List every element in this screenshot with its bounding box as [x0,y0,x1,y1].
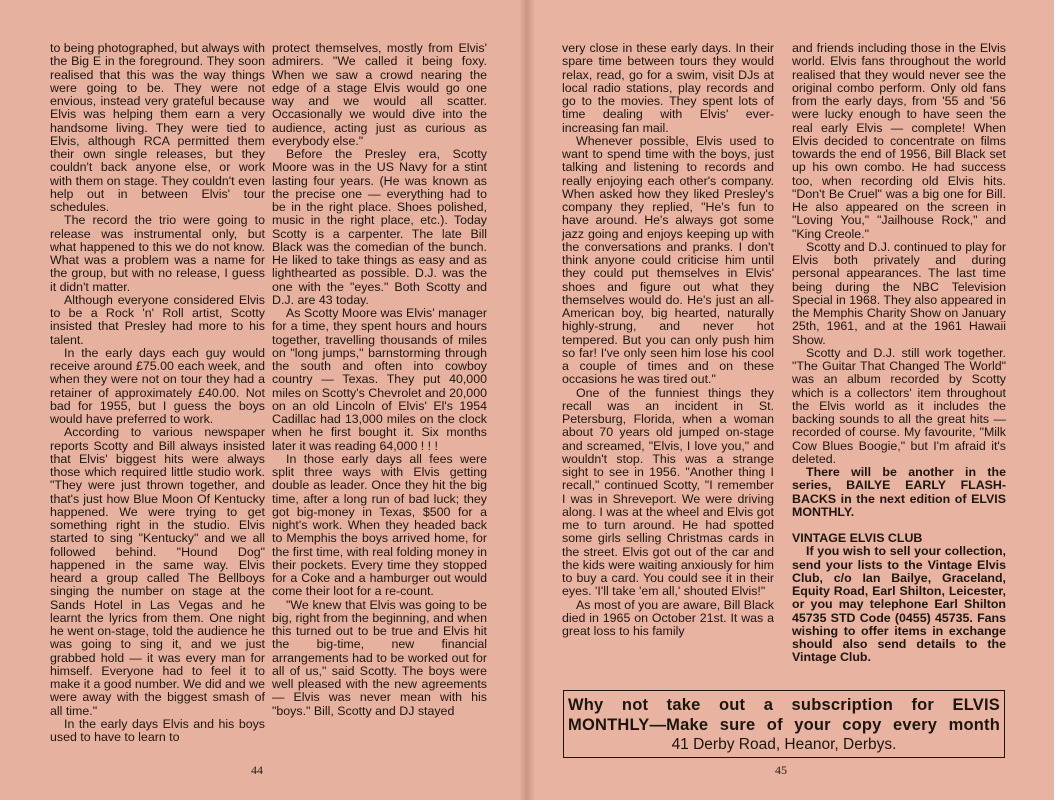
left-page-column-2 [272,42,487,718]
paragraph: In those early days all fees were split three ways with Elvis getting double as leader. Once they hit the big time, after a long run of bad luck; they got big-money in Texas, $500 for a night's work. When they headed back to Memphis the boys arrived home, for the first time, with real folding money in their pockets. Every time they stopped for a Coke and a hamburger out would come their loot for a re-count. [272,451,487,599]
subscription-line-2: MONTHLY—Make sure of your copy every month [568,716,1000,734]
paragraph: As most of you are aware, Bill Black died in 1965 on October 21st. It was a great loss to his family [562,597,774,638]
paragraph: and friends including those in the Elvis world. Elvis fans throughout the world realised that they would never see the original combo perform. Only old fans from the early days, from '55 and '56 were lucky enough to have seen the real early Elvis — complete! When Elvis decided to concentrate on films towards the end of 1956, Bill Black set up his own combo. He had success too, when recording old Elvis hits. "Don't Be Cruel" was a big one for Bill. He also appeared on the screen in "Loving You," "Jailhouse Rock," and "King Creole." [792,41,1006,241]
paragraph: Before the Presley era, Scotty Moore was in the US Navy for a stint lasting four years. (He was known as the precise one — everything had to be in the right place. Shoes polished, music in the right place, etc.). Today Scotty is a carpenter. The late Bill Black was the comedian of the bunch. He liked to take things as easy and as lighthearted as possible. D.J. was the one with the "eyes." Both Scotty and D.J. are 43 today. [272,147,487,307]
paragraph: There will be another in the series, BAILYE EARLY FLASH-BACKS in the next edition of ELVIS MONTHLY. [792,465,1006,519]
paragraph: One of the funniest things they recall was an incident in St. Petersburg, Florida, when a woman about 70 years old jumped on-stage and screamed, "Elvis, I love you," and wouldn't stop. This was a strange sight to see in 1956. "Another thing I recall," continued Scotty, "I remember I was in Shreveport. We were driving along. I was at the wheel and Elvis got me to turn around. He had spotted some girls selling Christmas cards in the street. Elvis got out of the car and the kids were waiting anxiously for him to buy a card. You could see it in their eyes. 'I'll take 'em all,' shouted Elvis!" [562,385,774,599]
paragraph: As Scotty Moore was Elvis' manager for a time, they spent hours and hours together, travelling thousands of miles on "long jumps," barnstorming through the south and often into cowboy country — Texas. They put 40,000 miles on Scotty's Chevrolet and 20,000 on an old Lincoln of Elvis' El's 1954 Cadillac had 13,000 miles on the clock when he first bought it. Six months later it was reading 64,000 ! ! ! [272,306,487,453]
paragraph: "We knew that Elvis was going to be big, right from the beginning, and when this turned out to be true and Elvis hit the big-time, new financial arrangements had to be worked out for all of us," said Scotty. The boys were well pleased with the new agreements — Elvis was never mean with his "boys." Bill, Scotty and DJ stayed [272,597,487,718]
right-page-column-1 [562,42,774,638]
paragraph: Scotty and D.J. continued to play for Elvis both privately and during personal appearances. The last time being during the NBC Television Special in 1968. They also appeared in the Memphis Charity Show on January 25th, 1961, and at the 1961 Hawaii Show. [792,239,1007,347]
section-heading: VINTAGE ELVIS CLUB [792,531,923,545]
paragraph: protect themselves, mostly from Elvis' admirers. "We called it being foxy. When we saw a crowd nearing the edge of a stage Elvis would go one way and we would all scatter. Occasionally we would dive into the audience, acting just as curious as everybody else." [272,41,487,148]
paragraph: The record the trio were going to release was instrumental only, but what happened to this we do not know. What was a problem was a name for the group, but with no release, I guess it didn't matter. [50,213,265,294]
subscription-line-1: Why not take out a subscription for ELVIS [568,696,1000,714]
paragraph: According to various newspaper reports Scotty and Bill always insisted that Elvis' biggest hits were always those which required little studio work. "They were just thrown together, and that's just how Blue Moon Of Kentucky happened. We were trying to get something right in the studio. Elvis started to sing "Kentucky" and we all followed behind. "Hound Dog" happened in the same way. Elvis heard a group called The Bellboys singing the number on stage at the Sands Hotel in Las Vegas and he learnt the lyrics from them. One night he went on-stage, told the audience he was going to sing it, and we just grabbed hold — it was every man for himself. Everyone had to feel it to make it a good number. We did and we were away with the biggest smash of all time." [50,425,265,718]
page-number-left: 44 [251,763,263,777]
left-page-column-1 [50,42,265,744]
page-gutter [519,0,535,800]
paragraph: Although everyone considered Elvis to be a Rock 'n' Roll artist, Scotty insisted that Presley had more to his talent. [50,292,265,347]
paragraph: very close in these early days. In their spare time between tours they would relax, read, go for a swim, visit DJs at local radio stations, play records and go to the movies. They spent lots of time dealing with Elvis' ever-increasing fan mail. [562,41,774,135]
paragraph: Whenever possible, Elvis used to want to spend time with the boys, just talking and listening to records and really enjoying each other's company. When asked how they liked Presley's company they replied, "He's fun to have around. He's always got some jazz going and enjoys keeping up with the conversations and pranks. I don't think anyone could criticise him until they could put themselves in Elvis' shoes and figure out what they themselves would do. He's just an all-American boy, big hearted, naturally highly-strung, and never hot tempered. But you can only push him so far! I've only seen him lose his cool a couple of times and on these occasions he was tired out." [562,133,774,387]
paragraph: In the early days Elvis and his boys used to have to learn to [50,716,265,744]
subscription-box [563,690,1005,758]
paragraph: Scotty and D.J. still work together. "The Guitar That Changed The World" was an album recorded by Scotty which is a collectors' item throughout the Elvis world as it includes the backing sounds to all the great hits — recorded of course. My favourite, "Milk Cow Blues Boogie," but I'm afraid it's deleted. [792,345,1006,466]
page-number-right: 45 [775,763,787,777]
subscription-address: 41 Derby Road, Heanor, Derbys. [671,736,897,753]
paragraph: to being photographed, but always with the Big E in the foreground. They soon realised that this was the way things were going to be. They were not envious, instead very grateful because Elvis was helping them earn a very handsome living. They were tied to Elvis, although RCA permitted them their own single releases, but they couldn't back anyone else, or work with them on stage. They couldn't even help out in between Elvis' tour schedules. [50,41,265,214]
right-page-column-2 [792,42,1006,665]
paragraph: If you wish to sell your collection, send your lists to the Vintage Elvis Club, c/o Ian Bailye, Graceland, Equity Road, Earl Shilton, Leicester, or you may telephone Earl Shilton 45735 STD Code (0455) 45735. Fans wishing to offer items in exchange should also send details to the Vintage Club. [792,544,1006,665]
paragraph: In the early days each guy would receive around £75.00 each week, and when they were not on tour they had a retainer of approximately £40.00. Not bad for 1955, but I guess the boys would have preferred to work. [50,345,265,426]
